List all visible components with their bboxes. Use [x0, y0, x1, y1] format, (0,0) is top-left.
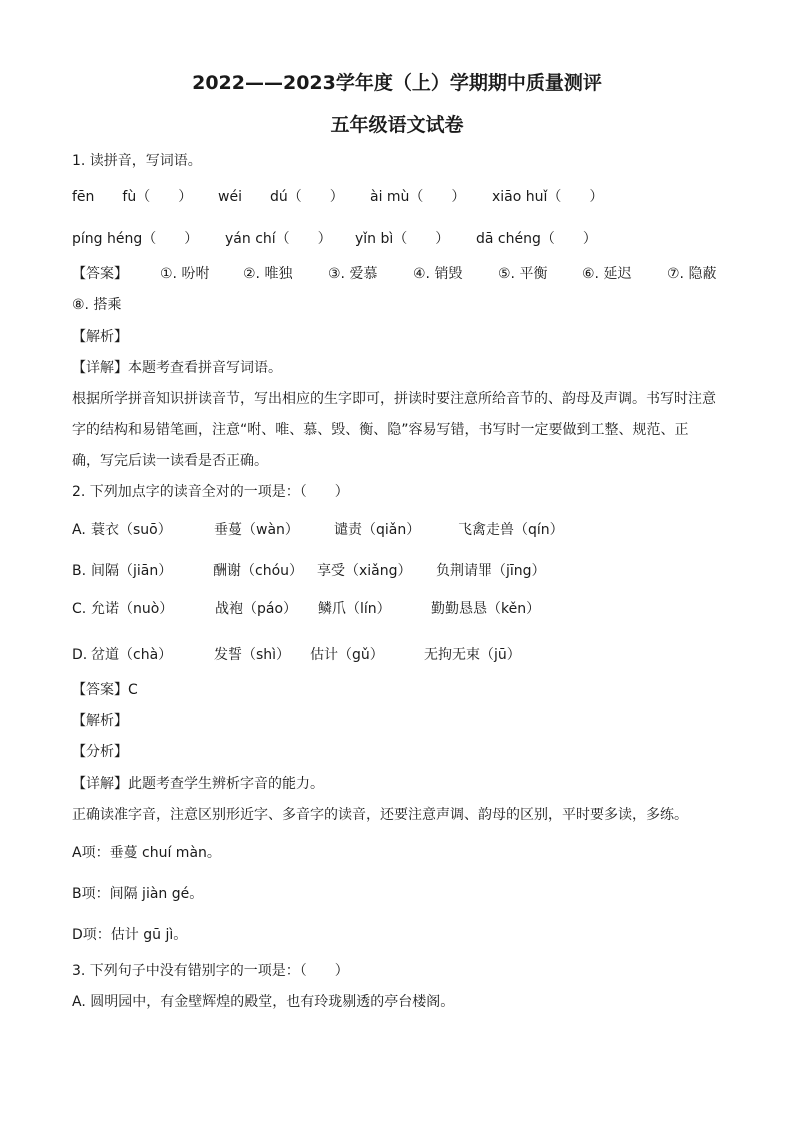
q2-note-d: D项：估计 gū jì。 — [72, 927, 188, 943]
q2-answer: C — [128, 682, 138, 698]
q2-option-d-item-3: 估计（gǔ） — [310, 647, 384, 663]
q2-para: 正确读准字音，注意区别形近字、多音字的读音，还要注意声调、韵母的区别，平时要多读，多练。 — [72, 807, 688, 823]
q1-answer-7: ⑦. 隐蔽 — [667, 266, 717, 282]
q2-option-c-item-3: 鳞爪（lín） — [318, 601, 391, 617]
page-title: 2022——2023学年度（上）学期期中质量测评 — [192, 72, 602, 94]
q1-analysis-tag: 【解析】 — [72, 329, 128, 345]
q1-pinyin-3: ài mù（ ） — [370, 189, 466, 205]
q1-answer-2: ②. 唯独 — [243, 266, 293, 282]
q1-answer-1: ①. 吩咐 — [160, 266, 210, 282]
q2-option-c-item-4: 勤勤恳恳（kěn） — [431, 601, 541, 617]
q1-pinyin-6: yán chí（ ） — [225, 231, 332, 247]
q1-detail: 【详解】本题考查看拼音写词语。 — [72, 360, 282, 376]
q2-option-d-label: D. — [72, 647, 88, 663]
q2-stem: 2. 下列加点字的读音全对的一项是：（ ） — [72, 484, 349, 500]
q1-para-line-3: 确，写完后读一读看是否正确。 — [72, 453, 268, 469]
q2-note-b: B项：间隔 jiàn gé。 — [72, 886, 204, 902]
q2-option-a-item-2: 垂蔓（wàn） — [214, 522, 299, 538]
q2-option-b-label: B. — [72, 563, 87, 579]
q1-pinyin-4: xiāo huǐ（ ） — [492, 189, 604, 205]
q2-analysis-tag: 【解析】 — [72, 713, 128, 729]
q2-option-c-label: C. — [72, 601, 87, 617]
q2-option-c-item-1: 允诺（nuò） — [91, 601, 174, 617]
q2-option-d-item-4: 无拘无束（jū） — [424, 647, 521, 663]
q1-pinyin-2: wéi dú（ ） — [218, 189, 344, 205]
q2-option-b-item-1: 间隔（jiān） — [91, 563, 173, 579]
q2-option-a-item-3: 谴责（qiǎn） — [334, 522, 421, 538]
q3-option-a: A. 圆明园中，有金壁辉煌的殿堂，也有玲珑剔透的亭台楼阁。 — [72, 994, 455, 1010]
q1-stem: 1. 读拼音，写词语。 — [72, 153, 202, 169]
q1-pinyin-8: dā chéng（ ） — [476, 231, 597, 247]
q2-option-a-item-4: 飞禽走兽（qín） — [458, 522, 564, 538]
q2-option-b-item-2: 酬谢（chóu） — [213, 563, 304, 579]
q2-option-c-item-2: 战袍（páo） — [215, 601, 298, 617]
q1-pinyin-1: fēn fù（ ） — [72, 189, 193, 205]
q1-answer-8: ⑧. 搭乘 — [72, 297, 122, 313]
q2-fenxi-tag: 【分析】 — [72, 744, 128, 760]
q1-answer-tag: 【答案】 — [72, 266, 128, 282]
q2-note-a: A项：垂蔓 chuí màn。 — [72, 845, 221, 861]
q2-answer-tag: 【答案】 — [72, 682, 128, 698]
q1-pinyin-5: píng héng（ ） — [72, 231, 199, 247]
q1-para-line-1: 根据所学拼音知识拼读音节，写出相应的生字即可，拼读时要注意所给音节的、韵母及声调。书写时注意 — [72, 391, 716, 407]
q1-pinyin-7: yǐn bì（ ） — [355, 231, 450, 247]
q1-answer-5: ⑤. 平衡 — [498, 266, 548, 282]
q2-option-b-item-3: 享受（xiǎng） — [317, 563, 412, 579]
q1-para-line-2: 字的结构和易错笔画，注意“咐、唯、慕、毁、衡、隐”容易写错，书写时一定要做到工整、规范、正 — [72, 422, 689, 438]
q2-detail: 【详解】此题考查学生辨析字音的能力。 — [72, 776, 324, 792]
q2-option-a-item-1: 蓑衣（suō） — [91, 522, 172, 538]
q2-option-b-item-4: 负荆请罪（jīng） — [436, 563, 546, 579]
q2-option-d-item-1: 岔道（chà） — [91, 647, 173, 663]
q2-option-d-item-2: 发誓（shì） — [214, 647, 291, 663]
q3-stem: 3. 下列句子中没有错别字的一项是：（ ） — [72, 963, 349, 979]
q1-answer-3: ③. 爱慕 — [328, 266, 378, 282]
page-subtitle: 五年级语文试卷 — [330, 114, 464, 136]
q1-answer-6: ⑥. 延迟 — [582, 266, 632, 282]
q2-option-a-label: A. — [72, 522, 86, 538]
q1-answer-4: ④. 销毁 — [413, 266, 463, 282]
